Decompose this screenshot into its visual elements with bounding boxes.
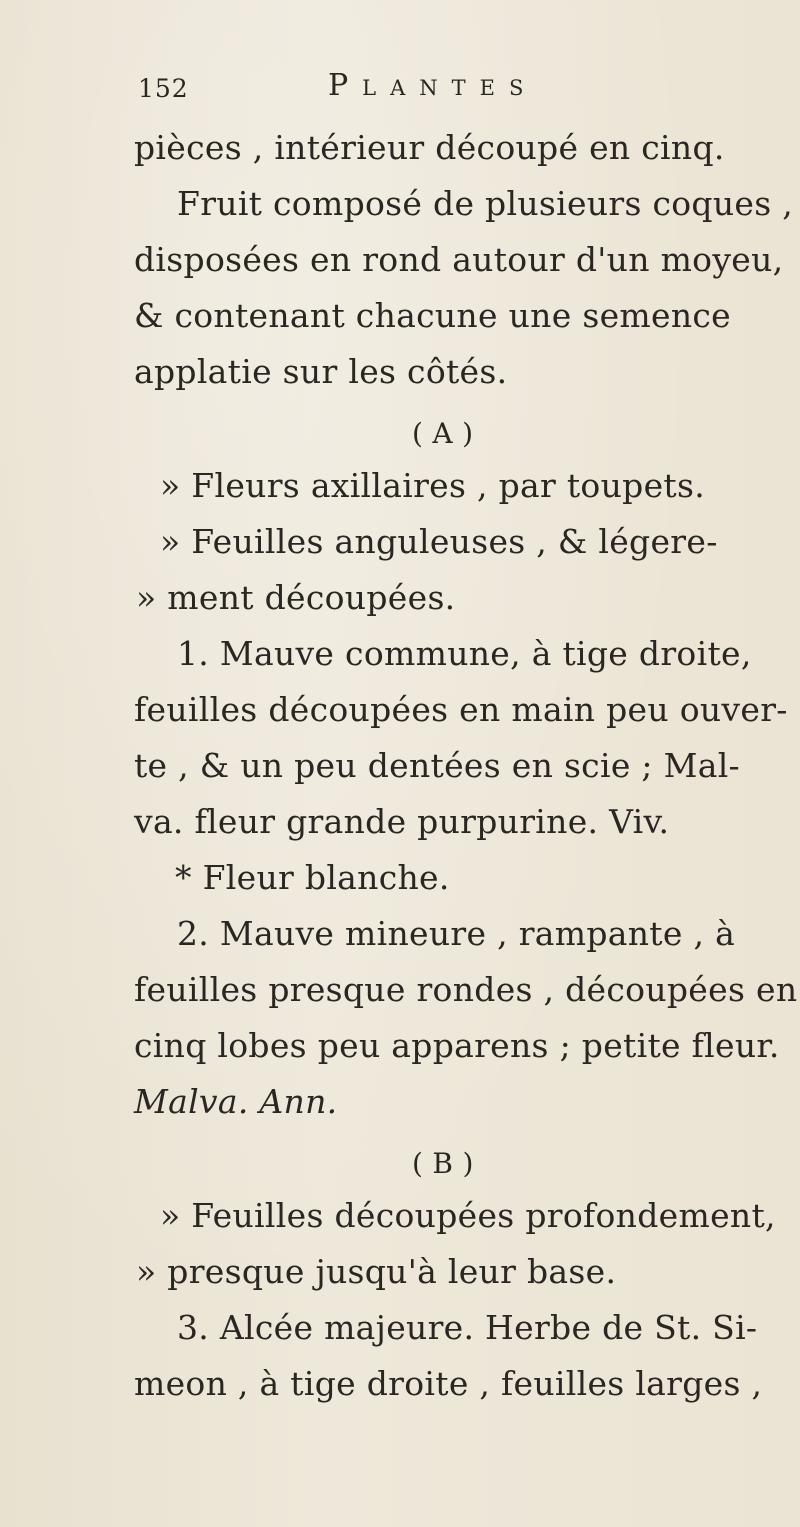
text-line: te , & un peu dentées en scie ; Mal- — [134, 746, 741, 785]
running-head: Plantes — [328, 68, 538, 103]
text-line: meon , à tige droite , feuilles larges , — [134, 1364, 763, 1403]
text-line: 2. Mauve mineure , rampante , à — [177, 914, 736, 953]
text-line: va. fleur grande purpurine. Viv. — [134, 802, 670, 841]
section-marker: ( A ) — [412, 417, 474, 450]
text-line: » presque jusqu'à leur base. — [136, 1252, 617, 1291]
text-line: Malva. Ann. — [134, 1082, 338, 1121]
page-header — [138, 68, 698, 108]
text-line: * Fleur blanche. — [175, 858, 450, 897]
text-line: » Feuilles anguleuses , & légere- — [160, 522, 718, 561]
text-line: pièces , intérieur découpé en cinq. — [134, 128, 725, 167]
text-line: feuilles presque rondes , découpées en — [134, 970, 798, 1009]
text-line: Fruit composé de plusieurs coques , — [177, 184, 794, 223]
text-line: & contenant chacune une semence — [134, 296, 731, 335]
text-line: 1. Mauve commune, à tige droite, — [177, 634, 752, 673]
text-line: cinq lobes peu apparens ; petite fleur. — [134, 1026, 780, 1065]
text-line: applatie sur les côtés. — [134, 352, 508, 391]
section-marker: ( B ) — [412, 1147, 474, 1180]
text-line: feuilles découpées en main peu ouver- — [134, 690, 788, 729]
text-line: » Fleurs axillaires , par toupets. — [160, 466, 705, 505]
text-line: 3. Alcée majeure. Herbe de St. Si- — [177, 1308, 758, 1347]
text-line: » Feuilles découpées profondement, — [160, 1196, 776, 1235]
page-number: 152 — [138, 74, 189, 103]
text-line: » ment découpées. — [136, 578, 456, 617]
text-line: disposées en rond autour d'un moyeu, — [134, 240, 784, 279]
